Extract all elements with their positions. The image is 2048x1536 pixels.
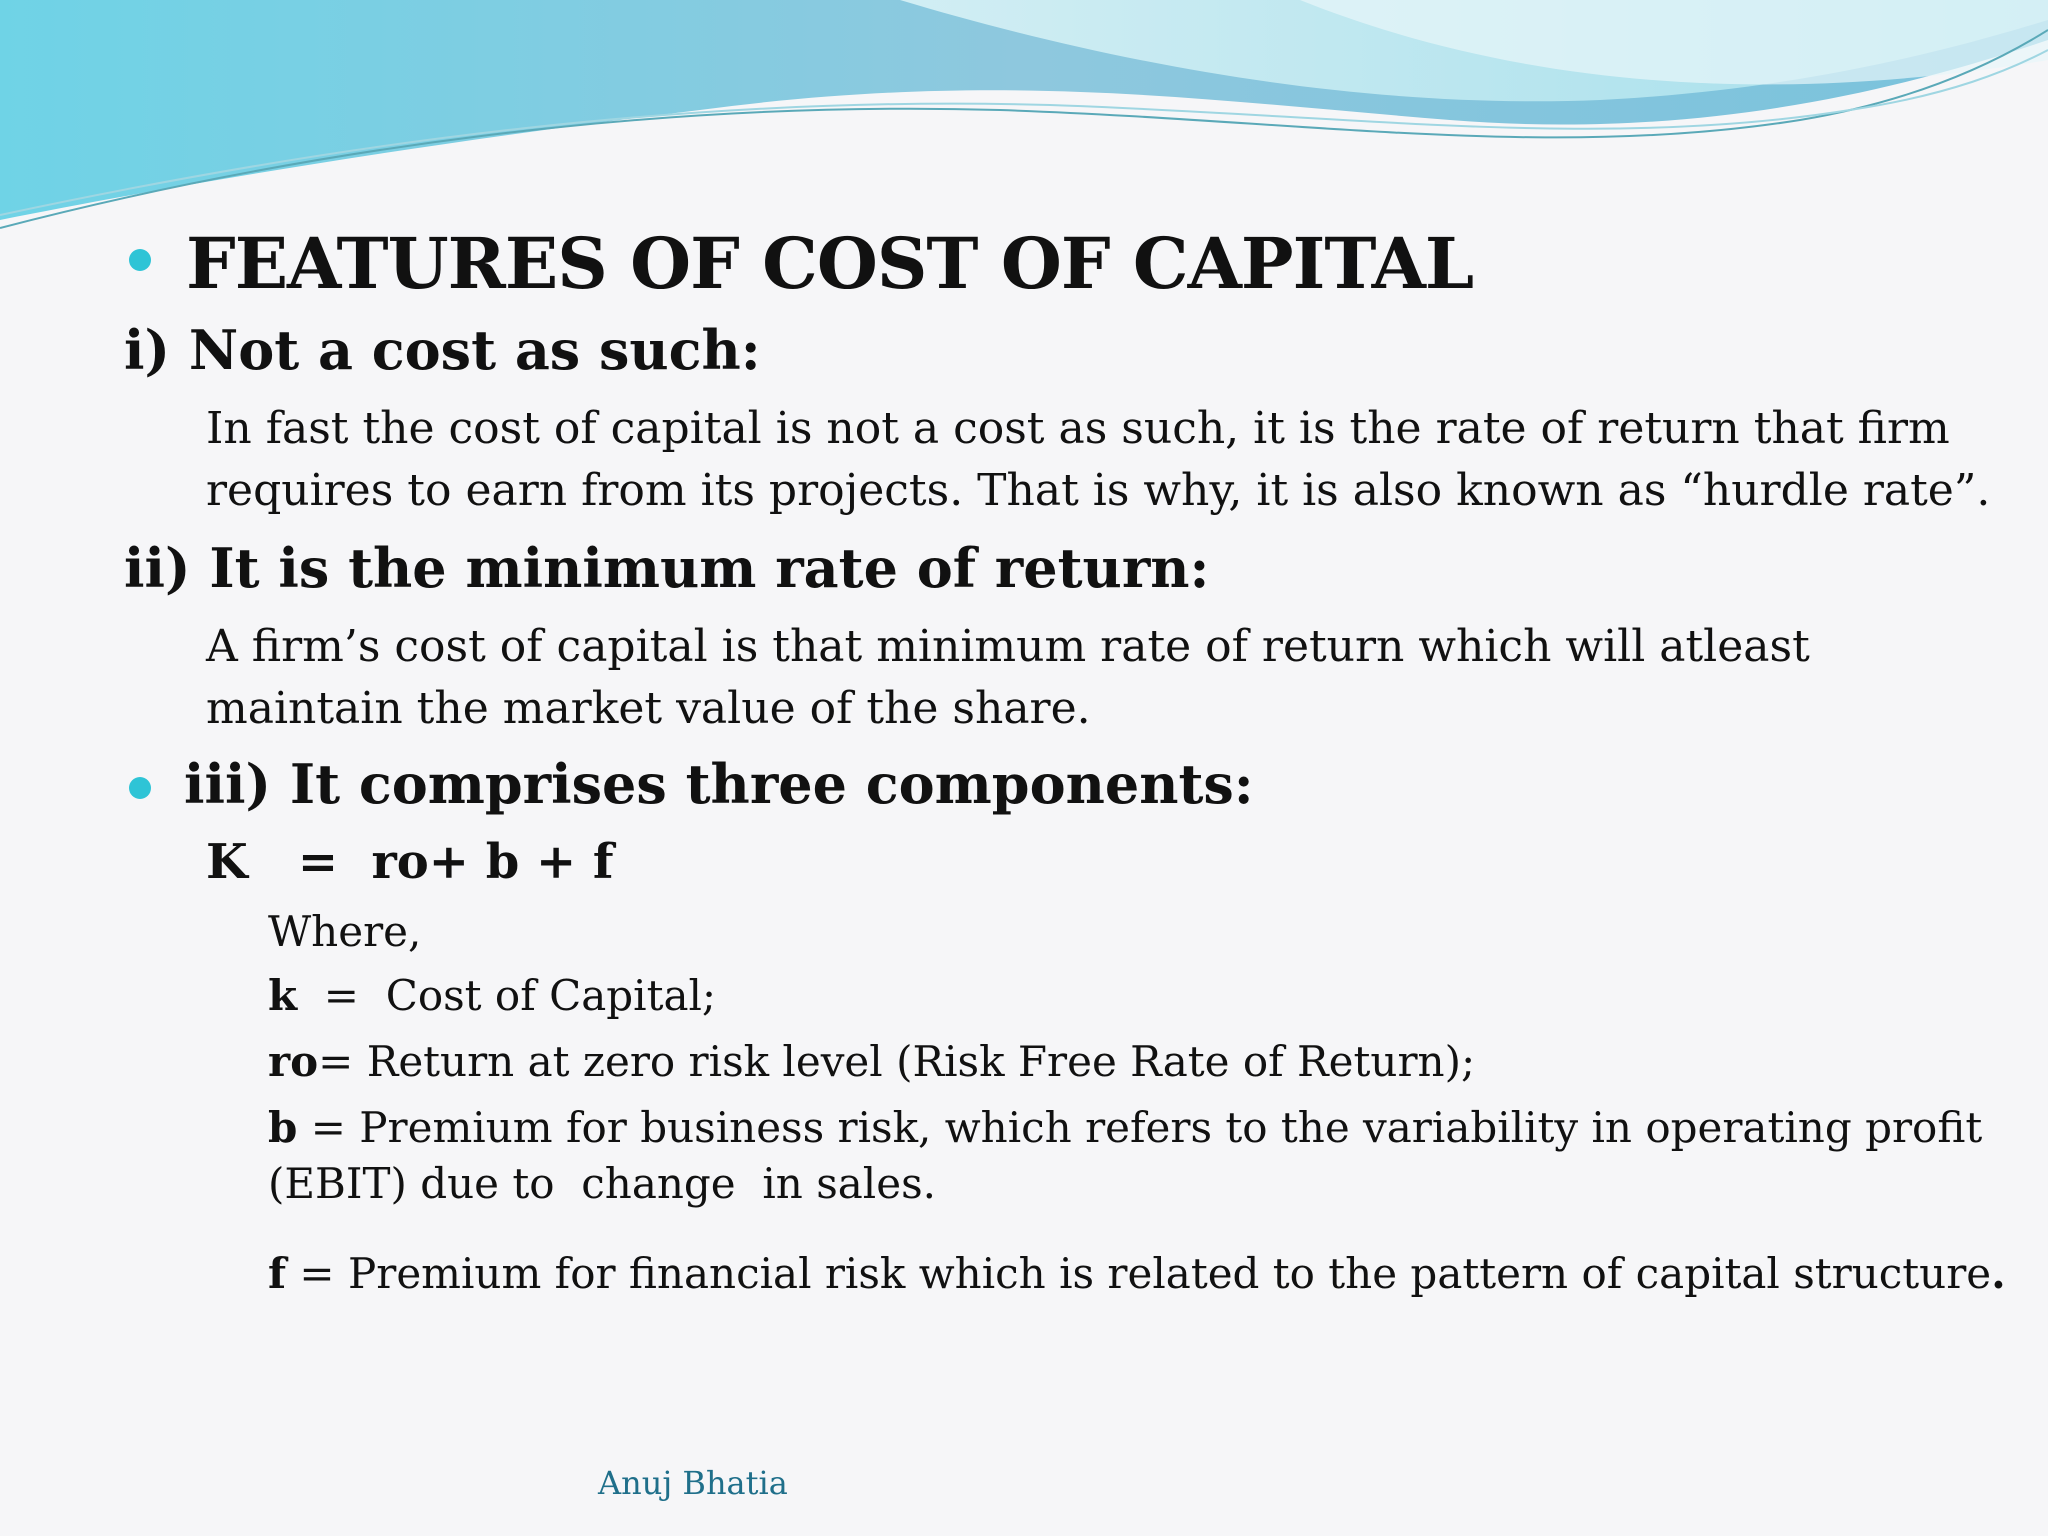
definition-separator: = xyxy=(318,1037,367,1086)
section-paragraph-1 xyxy=(206,398,1991,522)
paragraph-line: In fast the cost of capital is not a cost as such, it is the rate of return that firm xyxy=(206,403,1950,454)
author-footer: Anuj Bhatia xyxy=(598,1464,788,1502)
definition-k xyxy=(268,968,1948,1024)
definition-separator: = xyxy=(297,971,386,1020)
definition-separator: = xyxy=(286,1249,348,1298)
where-label: Where, xyxy=(268,907,422,956)
definition-text: Return at zero risk level (Risk Free Rate of Return); xyxy=(366,1037,1476,1086)
definition-text: Premium for business risk, which refers to the variability in operating profit xyxy=(359,1103,1983,1152)
section-paragraph-2 xyxy=(206,616,1946,740)
definition-separator: = xyxy=(297,1103,360,1152)
definition-term: f xyxy=(268,1249,287,1298)
paragraph-line: requires to earn from its projects. That is why, it is also known as “hurdle rate”. xyxy=(206,465,1991,516)
definition-term: ro xyxy=(268,1037,319,1086)
definition-text-continued: (EBIT) due to change in sales. xyxy=(268,1159,936,1208)
paragraph-line: A firm’s cost of capital is that minimum rate of return which will atleast xyxy=(206,621,1810,672)
definition-term: k xyxy=(268,971,298,1020)
definition-text: Premium for financial risk which is related to the pattern of capital structure xyxy=(347,1249,1992,1298)
definition-ro xyxy=(268,1034,1948,1090)
slide-title: FEATURES OF COST OF CAPITAL xyxy=(186,222,1474,305)
cost-of-capital-formula: K = ro+ b + f xyxy=(206,834,614,890)
section-heading-1: i) Not a cost as such: xyxy=(124,318,761,382)
definition-b xyxy=(268,1100,1983,1212)
bullet-icon xyxy=(129,777,151,799)
definition-end-mark: . xyxy=(1991,1249,2006,1298)
definition-term: b xyxy=(268,1103,298,1152)
bullet-icon xyxy=(129,249,151,271)
section-heading-2: ii) It is the minimum rate of return: xyxy=(124,536,1210,600)
definition-text: Cost of Capital; xyxy=(385,971,717,1020)
paragraph-line: maintain the market value of the share. xyxy=(206,683,1091,734)
section-heading-3: iii) It comprises three components: xyxy=(184,752,1254,816)
definition-f xyxy=(268,1246,2006,1302)
